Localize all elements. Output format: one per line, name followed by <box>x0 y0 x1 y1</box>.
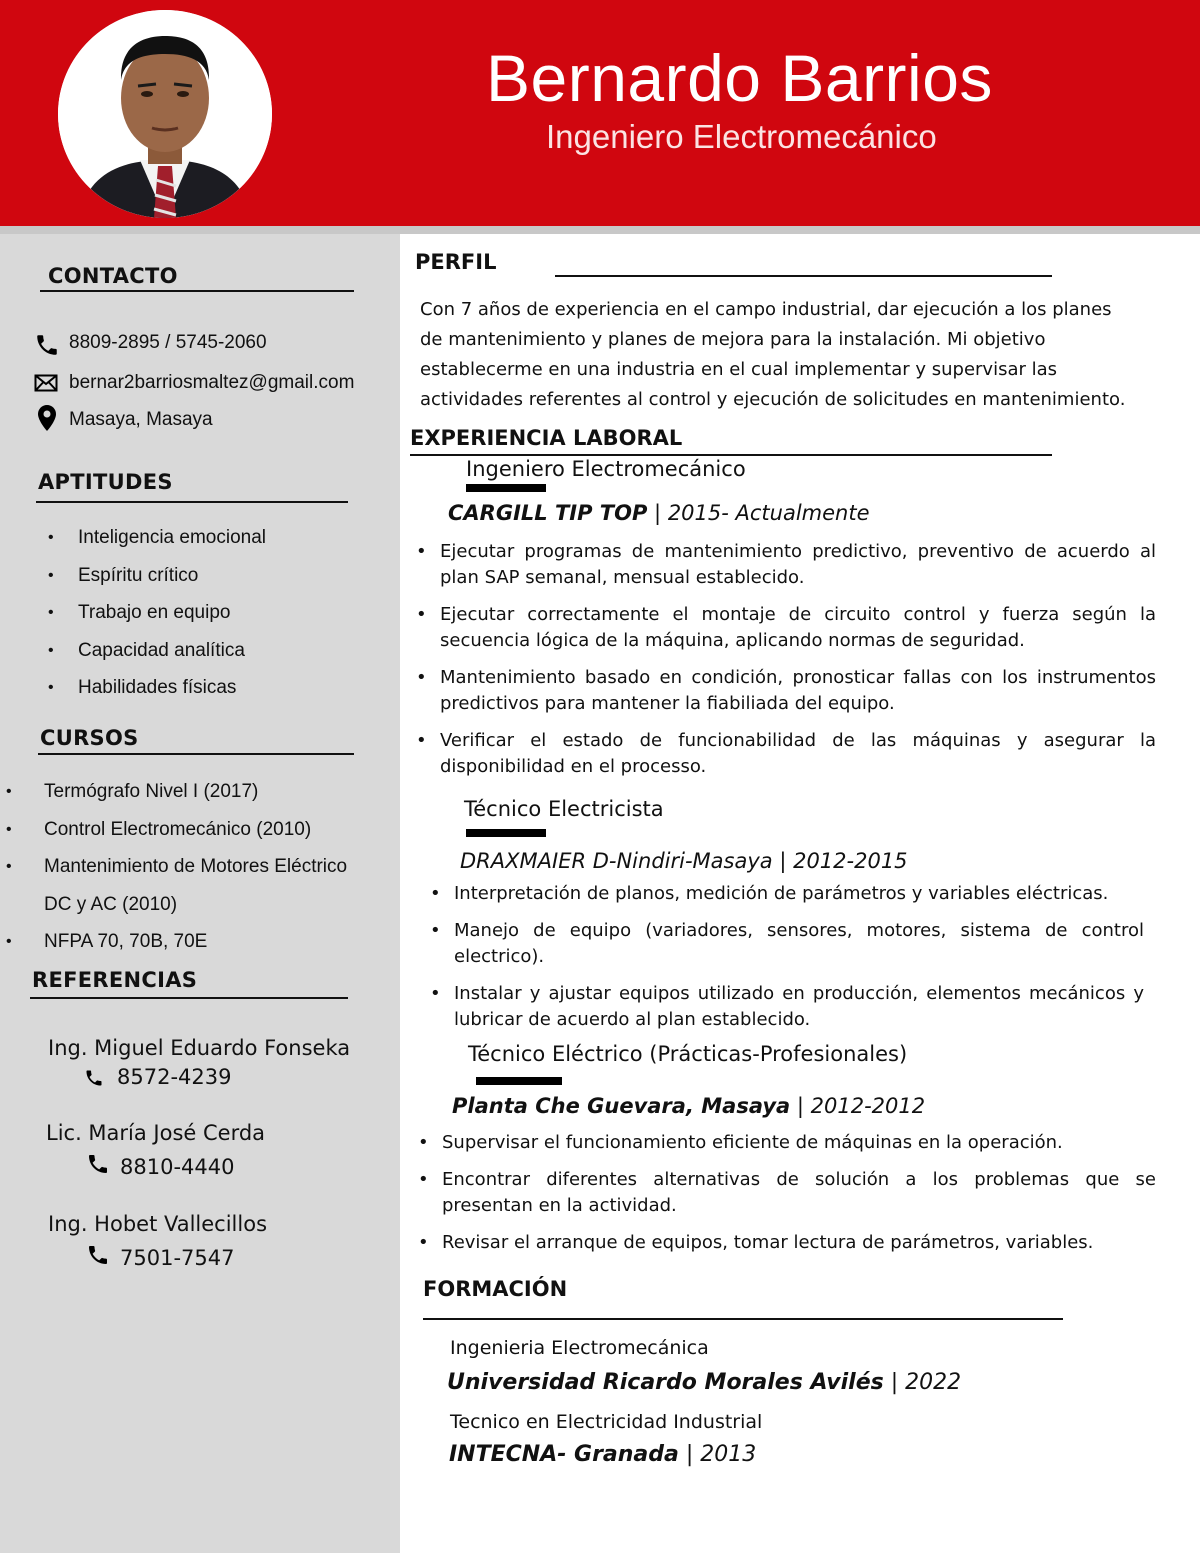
candidate-name: Bernardo Barrios <box>486 41 993 115</box>
list-item: • Interpretación de planos, medición de parámetros y variables eléctricas. <box>428 881 1144 907</box>
job-company: CARGILL TIP TOP | 2015- Actualmente <box>448 501 870 525</box>
list-item: • Manejo de equipo (variadores, sensores, motores, sistema de control electrico). <box>428 918 1144 970</box>
experience-rule <box>410 454 1052 456</box>
profile-rule <box>555 275 1052 277</box>
references-heading: REFERENCIAS <box>32 968 198 992</box>
education-heading: FORMACIÓN <box>423 1277 568 1301</box>
contact-email[interactable]: bernar2barriosmaltez@gmail.com <box>69 372 355 393</box>
reference-phone: 7501-7547 <box>120 1246 235 1270</box>
list-item: • Control Electromecánico (2010) <box>44 811 347 849</box>
education-rule <box>423 1318 1063 1320</box>
list-item: • Instalar y ajustar equipos utilizado en producción, elementos mecánicos y lubricar de acuerdo al plan establecido. <box>428 981 1144 1033</box>
header-divider <box>0 226 1200 234</box>
list-item: • Termógrafo Nivel I (2017) <box>44 773 347 811</box>
skills-heading: APTITUDES <box>38 470 173 494</box>
mail-icon <box>34 374 58 396</box>
list-item: • Revisar el arranque de equipos, tomar lectura de parámetros, variables. <box>416 1230 1156 1256</box>
list-item: • Verificar el estado de funcionabilidad de las máquinas y asegurar la disponibilidad en el processo. <box>414 728 1156 780</box>
education-school: INTECNA- Granada | 2013 <box>449 1442 757 1467</box>
reference-name: Ing. Miguel Eduardo Fonseka <box>48 1036 351 1060</box>
phone-icon <box>34 332 60 362</box>
job-title: Ingeniero Electromecánico <box>466 457 746 481</box>
education-degree: Tecnico en Electricidad Industrial <box>450 1411 763 1433</box>
list-item: • Trabajo en equipo <box>78 594 266 632</box>
list-item: • Habilidades físicas <box>78 669 266 707</box>
reference-name: Lic. María José Cerda <box>46 1121 266 1145</box>
list-item: • Ejecutar programas de mantenimiento predictivo, preventivo de acuerdo al plan SAP semanal, mensual establecido. <box>414 539 1156 591</box>
list-item: • Ejecutar correctamente el montaje de circuito control y fuerza según la secuencia lógica de la máquina, aplicando normas de seguridad. <box>414 602 1156 654</box>
location-pin-icon <box>38 405 56 435</box>
job-title-bar <box>476 1077 562 1085</box>
courses-heading: CURSOS <box>40 726 139 750</box>
education-degree: Ingenieria Electromecánica <box>450 1337 709 1359</box>
profile-line: actividades referentes al control y ejecución de solicitudes en mantenimiento. <box>420 389 1126 410</box>
phone-icon <box>84 1068 104 1092</box>
job-bullets <box>428 881 1144 1044</box>
job-company: Planta Che Guevara, Masaya | 2012-2012 <box>452 1094 926 1118</box>
reference-phone: 8572-4239 <box>117 1065 232 1089</box>
profile-line: Con 7 años de experiencia en el campo industrial, dar ejecución a los planes <box>420 299 1112 320</box>
list-item: • Inteligencia emocional <box>78 519 266 557</box>
profile-heading: PERFIL <box>415 250 497 274</box>
job-title-bar <box>466 829 546 837</box>
courses-list <box>44 773 347 961</box>
reference-phone: 8810-4440 <box>120 1155 235 1179</box>
phone-icon <box>86 1243 110 1271</box>
job-bullets <box>414 539 1156 791</box>
list-item: • Espíritu crítico <box>78 557 266 595</box>
list-item: • Capacidad analítica <box>78 632 266 670</box>
skills-list <box>78 519 266 707</box>
profile-line: establecerme en una industria en el cual implementar y supervisar las <box>420 359 1058 380</box>
list-item: • Mantenimiento basado en condición, pronosticar fallas con los instrumentos predictivos para mantener la fiabiliada del equipo. <box>414 665 1156 717</box>
list-item: • Supervisar el funcionamiento eficiente de máquinas en la operación. <box>416 1130 1156 1156</box>
list-item: • Mantenimiento de Motores Eléctrico <box>44 848 347 886</box>
education-school: Universidad Ricardo Morales Avilés | 2022 <box>447 1370 962 1395</box>
contact-phone: 8809-2895 / 5745-2060 <box>69 332 267 353</box>
profile-line: de mantenimiento y planes de mejora para la instalación. Mi objetivo <box>420 329 1046 350</box>
job-company: DRAXMAIER D-Nindiri-Masaya | 2012-2015 <box>460 849 908 873</box>
references-rule <box>30 997 348 999</box>
contact-location: Masaya, Masaya <box>69 409 213 430</box>
list-item: • NFPA 70, 70B, 70E <box>44 923 347 961</box>
job-bullets <box>416 1130 1156 1267</box>
profile-photo <box>58 10 272 218</box>
job-title: Técnico Eléctrico (Prácticas-Profesionales) <box>468 1042 908 1066</box>
courses-rule <box>38 753 354 755</box>
job-title-bar <box>466 484 546 492</box>
experience-heading: EXPERIENCIA LABORAL <box>410 426 683 450</box>
profile-text <box>420 295 1180 415</box>
job-title: Técnico Electricista <box>464 797 664 821</box>
phone-icon <box>86 1152 110 1180</box>
candidate-title: Ingeniero Electromecánico <box>546 118 937 155</box>
contact-heading: CONTACTO <box>48 264 178 288</box>
skills-rule <box>36 501 348 503</box>
contact-rule <box>40 290 354 292</box>
reference-name: Ing. Hobet Vallecillos <box>48 1212 268 1236</box>
list-item: DC y AC (2010) <box>44 893 178 915</box>
list-item: • Encontrar diferentes alternativas de solución a los problemas que se presentan en la actividad. <box>416 1167 1156 1219</box>
